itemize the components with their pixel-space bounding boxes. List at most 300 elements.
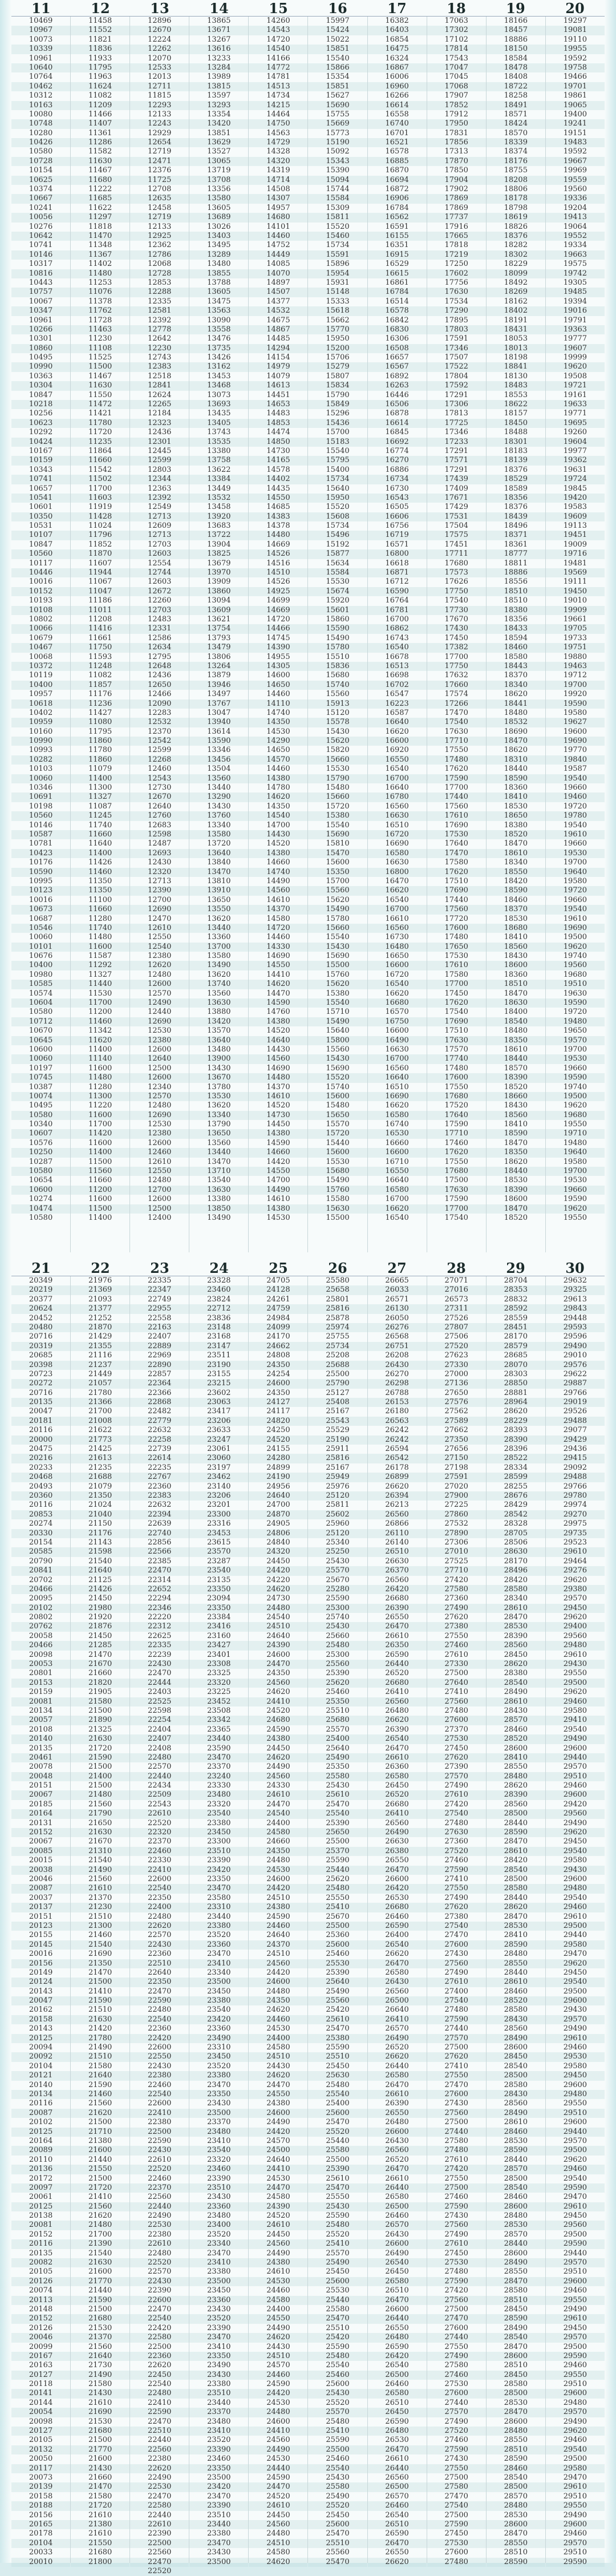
number-cell: 23540 xyxy=(189,1566,248,1575)
number-cell: 23380 xyxy=(207,2380,231,2389)
number-cell: 23325 xyxy=(207,1669,231,1678)
number-cell: 21630 xyxy=(71,1828,129,1837)
number-cell: 14560 xyxy=(249,886,307,895)
number-cell: 23430 xyxy=(207,2099,231,2108)
number-cell: 10159 xyxy=(11,456,70,465)
number-cell: 24600 xyxy=(249,2109,307,2118)
number-cell: 14720 xyxy=(266,615,290,624)
number-cell: 15530 xyxy=(326,765,350,774)
number-cell: 18590 xyxy=(487,774,545,783)
number-cell: 17804 xyxy=(444,371,468,381)
number-cell: 26390 xyxy=(368,1604,427,1613)
number-cell: 27460 xyxy=(444,2436,468,2445)
number-cell: 23320 xyxy=(207,2155,231,2164)
number-cell: 25360 xyxy=(326,1931,350,1940)
number-cell: 28396 xyxy=(504,1445,528,1454)
number-cell: 19161 xyxy=(563,390,587,399)
number-cell: 12600 xyxy=(130,980,189,989)
number-cell: 28490 xyxy=(487,2034,545,2043)
number-cell: 27460 xyxy=(444,1856,468,1865)
number-cell: 14380 xyxy=(249,1204,307,1214)
number-cell: 19460 xyxy=(546,792,605,802)
number-cell: 29480 xyxy=(546,1884,605,1893)
number-cell: 25450 xyxy=(326,2267,350,2276)
number-cell: 22360 xyxy=(148,1950,172,1959)
number-cell: 27525 xyxy=(444,1556,468,1566)
number-cell: 29450 xyxy=(563,1837,587,1846)
number-cell: 29550 xyxy=(546,2371,605,2380)
number-cell: 12458 xyxy=(148,203,172,212)
number-cell: 20037 xyxy=(29,1893,53,1902)
number-cell: 28470 xyxy=(504,1912,528,1921)
number-cell: 21176 xyxy=(71,1529,129,1538)
number-cell: 26460 xyxy=(385,2380,409,2389)
number-cell: 20164 xyxy=(29,2136,53,2145)
number-cell: 23401 xyxy=(207,1650,231,1659)
number-cell: 22470 xyxy=(148,2492,172,2501)
number-cell: 18370 xyxy=(487,905,545,914)
number-cell: 24440 xyxy=(249,2464,307,2473)
number-cell: 28540 xyxy=(487,2183,545,2193)
number-cell: 16618 xyxy=(385,559,409,568)
number-cell: 18532 xyxy=(487,718,545,727)
number-cell: 11600 xyxy=(71,1111,129,1120)
number-cell: 29560 xyxy=(563,1631,587,1640)
number-cell: 23287 xyxy=(207,1556,231,1566)
number-cell: 29460 xyxy=(546,1697,605,1706)
number-cell: 23420 xyxy=(189,2015,248,2024)
number-cell: 17480 xyxy=(427,755,486,765)
number-grid xyxy=(11,17,605,1252)
number-cell: 14543 xyxy=(249,26,307,35)
number-cell: 22380 xyxy=(148,2454,172,2464)
number-cell: 17540 xyxy=(444,596,468,605)
number-cell: 29560 xyxy=(546,2221,605,2230)
number-cell: 18440 xyxy=(487,1054,545,1063)
number-cell: 15720 xyxy=(308,1129,367,1138)
number-cell: 24620 xyxy=(249,2558,307,2567)
number-cell: 18560 xyxy=(487,1111,545,1120)
number-cell: 21500 xyxy=(88,2174,112,2183)
number-cell: 16578 xyxy=(385,147,409,156)
number-cell: 18443 xyxy=(487,662,545,671)
number-cell: 23060 xyxy=(189,1454,248,1463)
number-cell: 17063 xyxy=(444,17,468,25)
number-cell: 29540 xyxy=(546,2445,605,2454)
number-cell: 19609 xyxy=(546,512,605,521)
number-cell: 28550 xyxy=(504,1762,528,1772)
number-cell: 15490 xyxy=(308,1017,367,1026)
number-cell: 15490 xyxy=(308,905,367,914)
number-cell: 10667 xyxy=(11,194,70,203)
number-cell: 10625 xyxy=(11,176,70,185)
number-cell: 29975 xyxy=(563,1519,587,1528)
number-cell: 20047 xyxy=(29,1407,53,1416)
number-cell: 15520 xyxy=(326,222,350,231)
number-cell: 12610 xyxy=(148,1157,172,1166)
number-cell: 17690 xyxy=(427,1017,486,1026)
number-cell: 15430 xyxy=(308,943,367,952)
number-cell: 18139 xyxy=(487,456,545,465)
number-cell: 20162 xyxy=(29,2005,53,2015)
number-cell: 10576 xyxy=(29,1138,53,1147)
number-cell: 19480 xyxy=(563,1138,587,1147)
number-cell: 15620 xyxy=(326,895,350,904)
number-cell: 11836 xyxy=(71,45,129,54)
number-cell: 19640 xyxy=(546,868,605,877)
number-cell: 26594 xyxy=(385,1445,409,1454)
number-cell: 15690 xyxy=(326,1063,350,1073)
number-cell: 20152 xyxy=(11,1828,70,1837)
number-cell: 19260 xyxy=(563,428,587,437)
number-cell: 25811 xyxy=(326,1501,350,1510)
column-header: 27 xyxy=(387,1259,407,1276)
number-cell: 17680 xyxy=(444,559,468,568)
number-cell: 25610 xyxy=(326,2174,350,2183)
number-cell: 29540 xyxy=(563,2174,587,2183)
number-cell: 17869 xyxy=(444,203,468,212)
number-cell: 14560 xyxy=(249,1054,307,1063)
number-cell: 22500 xyxy=(130,2128,189,2137)
number-cell: 20067 xyxy=(11,1790,70,1799)
number-cell: 11222 xyxy=(88,185,112,194)
number-cell: 16712 xyxy=(385,577,409,587)
number-column xyxy=(368,17,427,1252)
number-cell: 17626 xyxy=(444,577,468,587)
number-cell: 27610 xyxy=(444,2155,468,2164)
number-cell: 20158 xyxy=(11,2015,70,2024)
number-cell: 24460 xyxy=(249,1922,307,1931)
number-cell: 20164 xyxy=(11,1809,70,1818)
number-cell: 17690 xyxy=(427,886,486,895)
number-cell: 22380 xyxy=(148,2118,172,2127)
number-cell: 17916 xyxy=(444,222,468,231)
number-cell: 14508 xyxy=(266,185,290,194)
number-cell: 22540 xyxy=(130,2015,189,2024)
number-cell: 22712 xyxy=(189,1304,248,1313)
number-cell: 18530 xyxy=(504,1176,528,1185)
number-cell: 27380 xyxy=(444,1912,468,1921)
number-cell: 12713 xyxy=(148,876,172,885)
number-cell: 14290 xyxy=(249,737,307,746)
number-cell: 16540 xyxy=(385,1214,409,1222)
number-cell: 29590 xyxy=(546,2183,605,2193)
number-cell: 22364 xyxy=(130,1379,189,1388)
number-cell: 15200 xyxy=(308,344,367,353)
number-cell: 20349 xyxy=(29,1276,53,1285)
number-cell: 14740 xyxy=(249,868,307,877)
number-cell: 17850 xyxy=(444,166,468,175)
number-cell: 26530 xyxy=(385,2436,409,2445)
number-cell: 12436 xyxy=(148,671,172,680)
number-cell: 29620 xyxy=(563,1575,587,1584)
number-cell: 24560 xyxy=(249,1959,307,1968)
number-cell: 17710 xyxy=(427,737,486,746)
number-cell: 21440 xyxy=(88,2155,112,2164)
number-cell: 19400 xyxy=(563,110,587,119)
number-cell: 20127 xyxy=(11,2371,70,2380)
number-cell: 19560 xyxy=(546,961,605,970)
number-cell: 20233 xyxy=(29,1463,53,1472)
number-cell: 18360 xyxy=(504,783,528,792)
number-cell: 23460 xyxy=(189,1285,248,1295)
number-cell: 12549 xyxy=(148,503,172,512)
number-cell: 25430 xyxy=(308,1622,367,1631)
number-cell: 28600 xyxy=(504,1744,528,1753)
column-header: 30 xyxy=(565,1259,585,1276)
number-cell: 15540 xyxy=(326,446,350,455)
number-cell: 16906 xyxy=(368,194,427,203)
number-cell: 28530 xyxy=(504,2136,528,2145)
number-cell: 16475 xyxy=(368,45,427,54)
number-cell: 21590 xyxy=(88,2080,112,2089)
number-cell: 15770 xyxy=(308,325,367,334)
number-cell: 17540 xyxy=(427,718,486,727)
number-cell: 20216 xyxy=(11,1454,70,1463)
number-cell: 27530 xyxy=(427,2258,486,2267)
number-cell: 27450 xyxy=(444,2529,468,2538)
column-header-row xyxy=(11,1260,605,1276)
number-cell: 11076 xyxy=(71,288,129,297)
number-cell: 27440 xyxy=(444,2024,468,2033)
number-cell: 17550 xyxy=(444,1082,468,1091)
number-cell: 20118 xyxy=(29,2380,53,2389)
number-cell: 28393 xyxy=(504,1426,528,1435)
number-cell: 14435 xyxy=(266,484,290,493)
number-cell: 25590 xyxy=(326,2342,350,2351)
number-cell: 23470 xyxy=(207,2492,231,2501)
number-cell: 20493 xyxy=(29,1482,53,1491)
number-cell: 29488 xyxy=(546,1473,605,1482)
number-cell: 23602 xyxy=(207,1388,231,1397)
number-cell: 16514 xyxy=(385,297,409,306)
number-cell: 17711 xyxy=(427,549,486,559)
number-cell: 28590 xyxy=(487,1940,545,1950)
number-cell: 25460 xyxy=(308,2371,367,2380)
number-cell: 11080 xyxy=(71,718,129,727)
number-cell: 22509 xyxy=(130,1790,189,1799)
number-cell: 24610 xyxy=(266,2267,290,2276)
number-cell: 27530 xyxy=(444,2380,468,2389)
number-cell: 18811 xyxy=(504,559,528,568)
number-cell: 29436 xyxy=(563,1445,587,1454)
number-cell: 28570 xyxy=(504,2492,528,2501)
number-cell: 17460 xyxy=(444,1138,468,1147)
number-cell: 19650 xyxy=(563,1026,587,1036)
number-cell: 23570 xyxy=(189,1547,248,1556)
number-cell: 29590 xyxy=(546,2239,605,2249)
number-cell: 28832 xyxy=(504,1295,528,1304)
number-cell: 25190 xyxy=(308,1435,367,1445)
number-cell: 27520 xyxy=(427,2427,486,2436)
number-cell: 18600 xyxy=(487,961,545,970)
number-cell: 17430 xyxy=(427,624,486,633)
number-cell: 15279 xyxy=(308,362,367,371)
number-column xyxy=(71,1276,130,2566)
number-cell: 26276 xyxy=(368,1323,427,1332)
number-cell: 27198 xyxy=(444,1463,468,1472)
number-cell: 23510 xyxy=(189,1847,248,1856)
number-cell: 26680 xyxy=(385,1799,409,1809)
number-cell: 25630 xyxy=(308,2071,367,2080)
number-cell: 19955 xyxy=(546,45,605,54)
number-cell: 10193 xyxy=(29,596,53,605)
number-cell: 26560 xyxy=(368,1510,427,1519)
number-cell: 16306 xyxy=(385,334,409,343)
number-cell: 15380 xyxy=(308,811,367,820)
number-cell: 19660 xyxy=(563,895,587,904)
number-cell: 17818 xyxy=(444,241,468,250)
number-cell: 28470 xyxy=(504,2529,528,2538)
number-cell: 14897 xyxy=(266,278,290,287)
number-cell: 13806 xyxy=(207,652,231,661)
number-cell: 17045 xyxy=(444,72,468,82)
number-cell: 23490 xyxy=(207,2361,231,2370)
number-cell: 10304 xyxy=(11,381,70,390)
number-cell: 22420 xyxy=(130,2034,189,2043)
number-cell: 28510 xyxy=(487,2445,545,2454)
number-cell: 29570 xyxy=(563,1594,587,1603)
number-cell: 17904 xyxy=(427,176,486,185)
number-cell: 10781 xyxy=(29,839,53,848)
number-cell: 19660 xyxy=(563,839,587,848)
number-cell: 16694 xyxy=(368,176,427,185)
number-cell: 28500 xyxy=(487,2482,545,2492)
number-cell: 23140 xyxy=(207,1482,231,1491)
number-cell: 25878 xyxy=(326,1313,350,1323)
number-cell: 19081 xyxy=(546,26,605,35)
number-cell: 24600 xyxy=(266,1875,290,1883)
number-cell: 25500 xyxy=(326,1837,350,1846)
number-cell: 12471 xyxy=(130,157,189,166)
number-cell: 18630 xyxy=(487,998,545,1008)
number-cell: 12383 xyxy=(130,362,189,371)
number-cell: 24580 xyxy=(266,2548,290,2557)
number-cell: 19604 xyxy=(546,438,605,447)
number-cell: 26510 xyxy=(385,2398,409,2407)
number-cell: 12243 xyxy=(130,119,189,128)
number-cell: 21630 xyxy=(71,1734,129,1744)
number-cell: 17803 xyxy=(427,325,486,334)
number-cell: 21500 xyxy=(88,1706,112,1715)
number-cell: 28450 xyxy=(504,2304,528,2314)
number-cell: 27532 xyxy=(444,1519,468,1528)
number-cell: 26430 xyxy=(368,1978,427,1987)
number-cell: 23430 xyxy=(207,2193,231,2202)
number-cell: 21325 xyxy=(88,1725,112,1734)
number-cell: 20126 xyxy=(11,2277,70,2286)
number-cell: 29620 xyxy=(546,1828,605,1837)
number-cell: 29887 xyxy=(546,1379,605,1388)
number-cell: 16680 xyxy=(368,998,427,1008)
number-cell: 27530 xyxy=(427,2539,486,2548)
number-cell: 12803 xyxy=(148,465,172,474)
number-cell: 12070 xyxy=(148,54,172,63)
number-cell: 13630 xyxy=(189,998,248,1008)
number-cell: 20188 xyxy=(11,2501,70,2510)
number-cell: 12728 xyxy=(130,269,189,278)
number-cell: 14451 xyxy=(266,390,290,399)
table-section-21-30 xyxy=(11,1259,605,2575)
number-cell: 19758 xyxy=(546,63,605,72)
number-cell: 16470 xyxy=(385,876,409,885)
number-cell: 19620 xyxy=(563,1101,587,1110)
number-cell: 29510 xyxy=(563,2492,587,2501)
number-cell: 15584 xyxy=(308,194,367,203)
number-cell: 27530 xyxy=(427,1734,486,1744)
number-cell: 21252 xyxy=(88,1313,112,1323)
number-cell: 11220 xyxy=(88,1101,112,1110)
number-cell: 12896 xyxy=(148,17,172,25)
number-cell: 29610 xyxy=(546,2482,605,2492)
number-cell: 24610 xyxy=(249,2221,307,2230)
number-cell: 19791 xyxy=(563,316,587,325)
number-cell: 19661 xyxy=(563,615,587,624)
number-cell: 24600 xyxy=(266,1650,290,1659)
number-cell: 19590 xyxy=(546,1073,605,1082)
number-cell: 18600 xyxy=(504,1195,528,1204)
number-cell: 11200 xyxy=(71,1186,129,1195)
number-cell: 13900 xyxy=(189,1054,248,1063)
number-cell: 18410 xyxy=(504,1120,528,1129)
number-cell: 20841 xyxy=(11,1566,70,1575)
number-cell: 16587 xyxy=(385,708,409,717)
number-cell: 13360 xyxy=(207,933,231,942)
number-cell: 10860 xyxy=(11,344,70,353)
number-cell: 18430 xyxy=(504,1101,528,1110)
number-cell: 16508 xyxy=(368,344,427,353)
number-cell: 25470 xyxy=(308,2558,367,2567)
number-cell: 29570 xyxy=(546,2015,605,2024)
number-cell: 27550 xyxy=(444,2174,468,2183)
number-cell: 11963 xyxy=(88,72,112,82)
number-cell: 16540 xyxy=(368,980,427,989)
number-cell: 14380 xyxy=(249,1017,307,1026)
number-cell: 28380 xyxy=(504,1669,528,1678)
number-cell: 28334 xyxy=(504,1463,528,1472)
number-cell: 11740 xyxy=(71,924,129,933)
number-cell: 12700 xyxy=(148,895,172,904)
number-cell: 23201 xyxy=(207,1501,231,1510)
number-cell: 14510 xyxy=(249,568,307,577)
number-cell: 11500 xyxy=(88,1157,112,1166)
number-cell: 13073 xyxy=(207,390,231,399)
number-cell: 24490 xyxy=(266,2118,290,2127)
number-cell: 28590 xyxy=(487,2314,545,2323)
number-cell: 25450 xyxy=(326,2510,350,2520)
number-cell: 20094 xyxy=(29,2043,53,2052)
number-cell: 17440 xyxy=(427,792,486,802)
number-cell: 10280 xyxy=(29,128,53,138)
number-cell: 23350 xyxy=(189,1604,248,1613)
number-cell: 21590 xyxy=(71,2296,129,2305)
number-cell: 23440 xyxy=(207,2398,231,2407)
number-cell: 29593 xyxy=(546,1323,605,1332)
number-cell: 16590 xyxy=(368,587,427,596)
number-cell: 11818 xyxy=(88,222,112,231)
number-cell: 22163 xyxy=(130,1323,189,1332)
number-cell: 29510 xyxy=(563,2380,587,2389)
number-cell: 10426 xyxy=(11,138,70,147)
number-cell: 15600 xyxy=(326,858,350,867)
number-cell: 10287 xyxy=(29,1157,53,1166)
number-cell: 17530 xyxy=(444,952,468,961)
number-cell: 16730 xyxy=(385,933,409,942)
number-cell: 18408 xyxy=(504,72,528,82)
number-cell: 16620 xyxy=(385,1101,409,1110)
number-cell: 20046 xyxy=(11,2333,70,2342)
number-cell: 26570 xyxy=(385,2492,409,2501)
